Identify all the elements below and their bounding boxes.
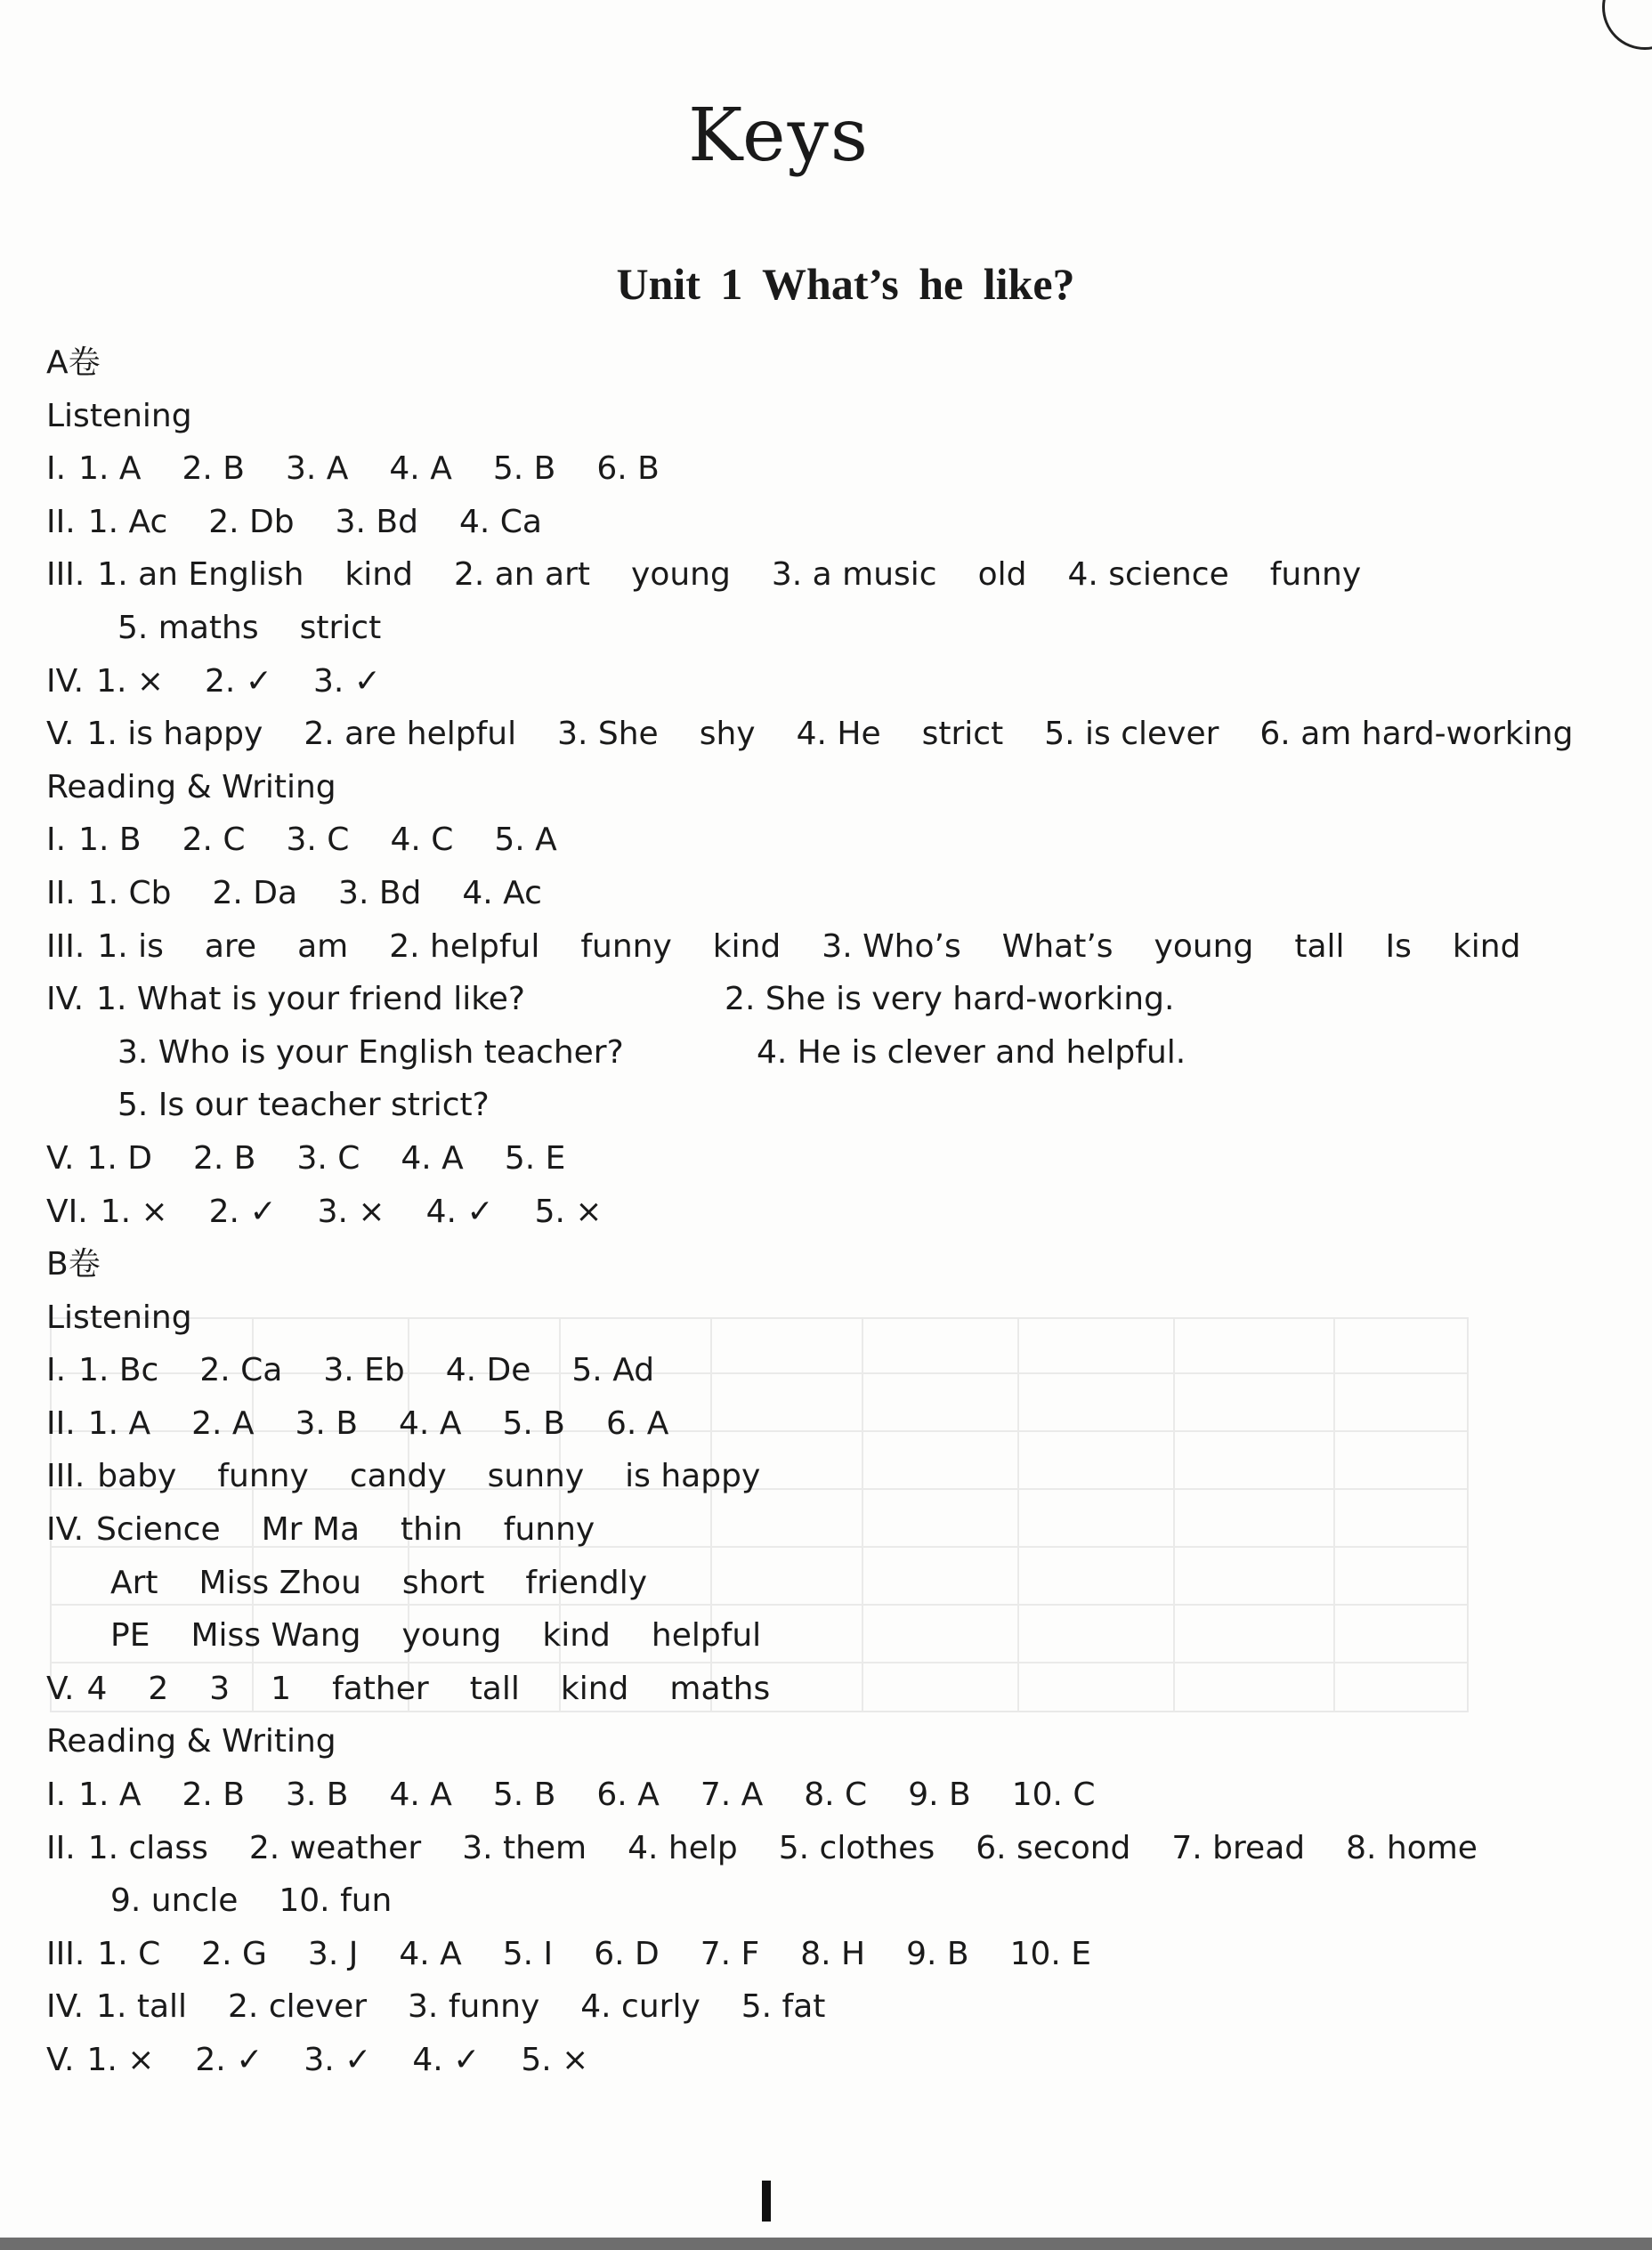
answer-item: 1. C [97, 1935, 161, 1972]
answer-item: 5. is clever [1044, 716, 1219, 753]
answer-item: 4. C [390, 821, 454, 859]
answer-row [46, 1822, 1559, 1875]
answer-row [46, 1186, 1559, 1239]
row-label: VI. [46, 1193, 88, 1230]
answer-item: 5. B [492, 450, 556, 488]
answer-item: 3. J [307, 1935, 359, 1972]
answer-item: 10. fun [279, 1882, 393, 1920]
section-a-rw-label: Reading & Writing [46, 768, 336, 805]
answer-item: 4. A [389, 1777, 452, 1814]
answer-item: 2. helpful [389, 927, 540, 965]
answer-item: 3. a music [771, 556, 937, 594]
answer-row [46, 1980, 1559, 2034]
answer-item: 2. C [182, 821, 246, 859]
answer-item: 1. is [97, 927, 164, 965]
answer-item: PE [110, 1617, 150, 1655]
answer-item: 2. ✓ [205, 662, 272, 700]
section-b-listening-label: Listening [46, 1299, 192, 1336]
answer-item: 2. Db [208, 503, 295, 540]
row-label: V. [46, 716, 75, 753]
answer-item: 4. A [399, 1404, 462, 1442]
answer-item: 7. A [700, 1777, 764, 1814]
answer-item: 1. an English [97, 556, 304, 594]
section-a-rw-tail [46, 1132, 1559, 1238]
answer-item: 4. help [628, 1829, 738, 1866]
answer-item: 5. fat [741, 1988, 826, 2026]
answer-item: 5. I [502, 1935, 554, 1972]
answer-item: 5. E [504, 1139, 566, 1177]
answer-item: 4. Ac [462, 874, 542, 911]
answer-item: Miss Zhou [198, 1564, 361, 1601]
answer-item: 1. class [87, 1829, 208, 1866]
answer-row [46, 1079, 1559, 1132]
answer-item: 3. ✓ [312, 662, 381, 700]
answer-item: 4. He [796, 716, 881, 753]
answer-item: 1. D [86, 1139, 152, 1177]
answer-item: 5. A [494, 821, 557, 859]
answer-item: 4. A [401, 1139, 464, 1177]
answer-item: 1. × [96, 662, 165, 700]
answer-item: 5. clothes [778, 1829, 935, 1866]
answer-item: funny [217, 1458, 309, 1495]
answer-item: 3. Eb [323, 1352, 405, 1389]
answer-item: strict [299, 609, 382, 646]
answer-item: 4. He is clever and helpful. [757, 1033, 1186, 1071]
row-label: III. [46, 556, 85, 594]
answer-item: 3. × [317, 1193, 385, 1230]
section-b-reading-writing [46, 1768, 1559, 2087]
answer-item: 2. B [192, 1139, 256, 1177]
answer-item: 6. B [596, 450, 660, 488]
answer-row [46, 602, 1559, 655]
answer-item: 6. D [594, 1935, 660, 1972]
answer-item: 1. tall [96, 1988, 188, 2026]
row-label: V. [46, 1139, 75, 1177]
answer-item: 2. an art [453, 556, 591, 594]
answer-item: kind [344, 556, 413, 594]
answer-item: 5. × [521, 2042, 589, 2078]
answer-item: 5. B [492, 1777, 556, 1814]
answer-item: 2. G [201, 1935, 267, 1972]
row-label: III. [46, 1935, 85, 1972]
row-label: II. [46, 1404, 76, 1442]
answer-item: 1 [271, 1670, 292, 1707]
answer-row [46, 1344, 1559, 1397]
row-label: V. [46, 1670, 75, 1707]
row-label: I. [46, 1777, 67, 1814]
answer-item: helpful [651, 1617, 762, 1655]
answer-item: 3. C [296, 1139, 360, 1177]
answer-row [46, 708, 1574, 761]
answer-item: 4. A [399, 1935, 462, 1972]
answer-item: 6. A [596, 1777, 660, 1814]
answer-item: 2. weather [248, 1829, 422, 1866]
answer-item: am [297, 927, 349, 965]
answer-item: kind [542, 1617, 611, 1655]
answer-item: 2. Da [212, 874, 298, 911]
answer-item: 4 [86, 1670, 108, 1707]
answer-row [46, 1026, 1559, 1080]
row-label: II. [46, 1829, 76, 1866]
corner-mark [1602, 0, 1652, 50]
answer-item: 2. Ca [199, 1352, 283, 1389]
page-title: Keys [688, 93, 870, 178]
section-a-reading-writing [46, 813, 1559, 973]
row-label: I. [46, 450, 67, 488]
answer-item: 3. She [557, 716, 659, 753]
answer-item: 5. B [502, 1404, 565, 1442]
answer-item: What’s [1001, 927, 1113, 965]
answer-content [46, 336, 1574, 2087]
answer-item: sunny [487, 1458, 585, 1495]
answer-item: 8. H [800, 1935, 866, 1972]
answer-item: Mr Ma [261, 1511, 360, 1549]
answer-item: 3. Who is your English teacher? [117, 1033, 624, 1071]
answer-item: 3. C [286, 821, 350, 859]
row-label: IV. [46, 1511, 85, 1549]
answer-item: 1. Bc [78, 1352, 159, 1389]
answer-item: 1. A [78, 450, 142, 488]
section-a-label: A卷 [46, 344, 101, 381]
answer-item: friendly [525, 1564, 648, 1601]
answer-item: 2. She is very hard-working. [725, 981, 1175, 1018]
answer-item: 1. × [86, 2042, 155, 2078]
answer-item: 2. B [182, 450, 245, 488]
scan-edge [0, 2238, 1652, 2250]
answer-item: 1. Ac [87, 503, 168, 540]
answer-item: candy [349, 1458, 447, 1495]
answer-item: 4. ✓ [425, 1193, 494, 1230]
answer-row [46, 1557, 1559, 1610]
answer-row [46, 442, 1559, 496]
answer-item: 2. clever [228, 1988, 368, 2026]
answer-item: 3 [209, 1670, 231, 1707]
answer-row [46, 1397, 1559, 1451]
answer-item: 3. funny [408, 1988, 540, 2026]
answer-item: 3. Bd [338, 874, 422, 911]
answer-item: 4. curly [580, 1988, 700, 2026]
row-label: IV. [46, 662, 85, 700]
row-label: V. [46, 2042, 75, 2078]
answer-item: 3. B [295, 1404, 359, 1442]
answer-item: old [977, 556, 1027, 594]
answer-item: strict [921, 716, 1004, 753]
answer-item: 5. Is our teacher strict? [117, 1087, 490, 1124]
answer-item: 4. ✓ [412, 2042, 481, 2078]
section-a-listening [46, 442, 1574, 761]
row-label: IV. [46, 981, 85, 1018]
answer-item: young [401, 1617, 502, 1655]
answer-item: young [631, 556, 731, 594]
answer-item: 3. ✓ [304, 2042, 372, 2078]
answer-row [46, 1450, 1559, 1503]
answer-row [46, 1609, 1559, 1663]
answer-row [46, 1132, 1559, 1186]
answer-item: 3. B [285, 1777, 349, 1814]
answer-item: 9. uncle [110, 1882, 239, 1920]
row-label: III. [46, 927, 85, 965]
answer-item: young [1154, 927, 1254, 965]
answer-item: 6. am hard-working [1259, 716, 1574, 753]
answer-item: kind [712, 927, 781, 965]
answer-item: 4. Ca [458, 503, 542, 540]
answer-row [46, 655, 1559, 708]
answer-item: kind [1452, 927, 1521, 965]
section-b-listening [46, 1344, 1559, 1715]
answer-item: 5. × [534, 1193, 603, 1230]
answer-item: tall [1294, 927, 1345, 965]
answer-item: Is [1385, 927, 1412, 965]
answer-item: 2. are helpful [304, 716, 517, 753]
answer-item: 8. home [1346, 1829, 1478, 1866]
page-number-mark [762, 2181, 771, 2222]
answer-item: 1. is happy [86, 716, 263, 753]
answer-item: is happy [625, 1458, 761, 1495]
answer-row [46, 1874, 1559, 1928]
answer-item: 9. B [906, 1935, 969, 1972]
answer-item: are [204, 927, 257, 965]
answer-item: 4. science [1067, 556, 1229, 594]
answer-item: 3. A [285, 450, 349, 488]
row-label: III. [46, 1458, 85, 1495]
answer-item: 2 [148, 1670, 169, 1707]
answer-item: 6. A [605, 1404, 669, 1442]
answer-row [46, 1503, 1559, 1557]
answer-item: 4. A [389, 450, 452, 488]
answer-row [46, 2034, 1559, 2087]
answer-row [46, 1768, 1559, 1822]
section-a-listening-label: Listening [46, 397, 192, 434]
answer-item: 7. F [700, 1935, 760, 1972]
row-label: IV. [46, 1988, 85, 2026]
answer-item: shy [699, 716, 756, 753]
unit-title: Unit 1 What’s he like? [616, 259, 1075, 309]
row-label: II. [46, 874, 76, 911]
answer-item: 4. De [445, 1352, 531, 1389]
answer-item: 5. Ad [571, 1352, 655, 1389]
answer-item: Art [110, 1564, 158, 1601]
section-b-label: B卷 [46, 1246, 101, 1283]
row-label: II. [46, 503, 76, 540]
answer-item: 3. Bd [335, 503, 418, 540]
answer-item: 1. A [87, 1404, 151, 1442]
section-b-rw-label: Reading & Writing [46, 1723, 336, 1760]
answer-item: 1. A [78, 1777, 142, 1814]
answer-item: 6. second [976, 1829, 1131, 1866]
answer-item: 5. maths [117, 609, 259, 646]
answer-item: 1. B [78, 821, 142, 859]
answer-item: 1. What is your friend like? [96, 981, 526, 1018]
answer-item: father [332, 1670, 429, 1707]
answer-item: thin [401, 1511, 463, 1549]
answer-item: 2. A [191, 1404, 255, 1442]
answer-item: 2. ✓ [195, 2042, 263, 2078]
answer-item: 1. × [100, 1193, 168, 1230]
answer-item: maths [669, 1670, 771, 1707]
answer-item: 1. Cb [87, 874, 172, 911]
answer-row [46, 548, 1559, 602]
answer-item: Miss Wang [190, 1617, 361, 1655]
answer-item: 8. C [804, 1777, 868, 1814]
answer-item: 9. B [908, 1777, 971, 1814]
answer-item: 2. ✓ [208, 1193, 277, 1230]
answer-item: funny [503, 1511, 595, 1549]
answer-item: funny [1269, 556, 1362, 594]
answer-item: tall [469, 1670, 520, 1707]
answer-row [46, 1663, 1559, 1716]
answer-row [46, 867, 1559, 920]
answer-item: baby [97, 1458, 177, 1495]
answer-row [46, 920, 1559, 974]
answer-row [46, 1928, 1559, 1981]
answer-item: Science [96, 1511, 221, 1549]
answer-row [46, 813, 1559, 867]
answer-item: 10. C [1011, 1777, 1096, 1814]
answer-item: 2. B [182, 1777, 245, 1814]
answer-item: 3. them [462, 1829, 587, 1866]
answer-item: 7. bread [1171, 1829, 1306, 1866]
row-label: I. [46, 821, 67, 859]
answer-item: kind [560, 1670, 629, 1707]
answer-row [46, 973, 1559, 1026]
answer-item: short [401, 1564, 485, 1601]
answer-row [46, 496, 1559, 549]
row-label: I. [46, 1352, 67, 1389]
answer-item: funny [580, 927, 672, 965]
answer-item: 10. E [1009, 1935, 1092, 1972]
answer-item: 3. Who’s [822, 927, 961, 965]
